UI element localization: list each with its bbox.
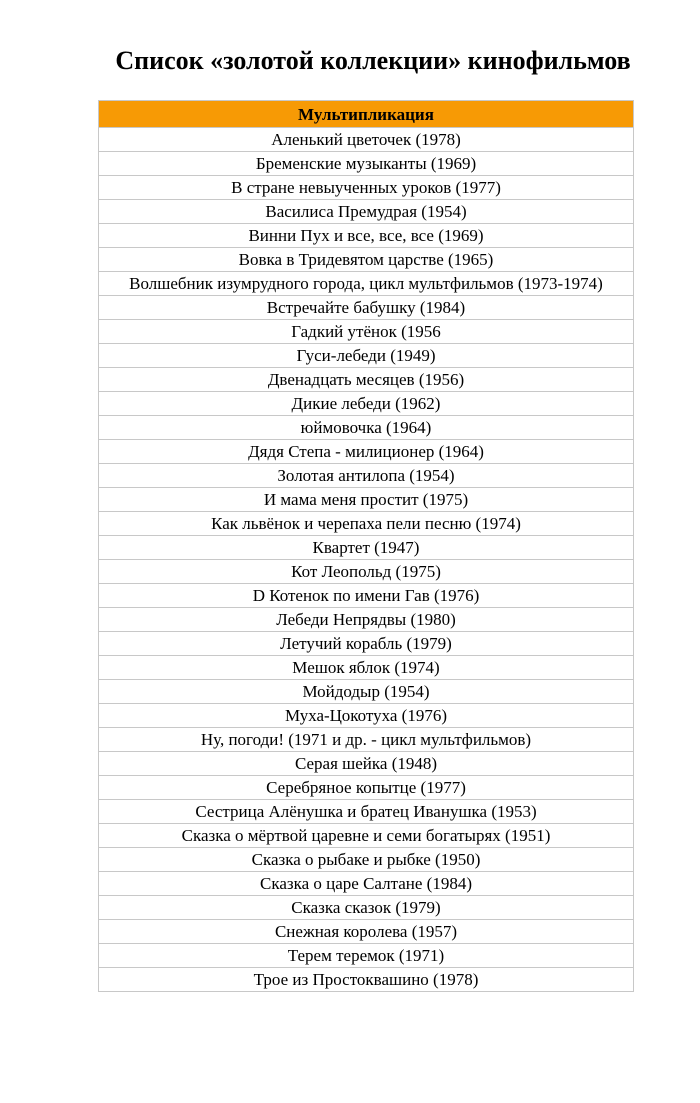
table-row — [99, 968, 634, 992]
table-row — [99, 440, 634, 464]
table-row — [99, 488, 634, 512]
table-cell: Летучий корабль (1979) — [99, 632, 634, 656]
table-cell: Дядя Степа - милиционер (1964) — [99, 440, 634, 464]
table-row — [99, 368, 634, 392]
table-row — [99, 344, 634, 368]
table-row — [99, 896, 634, 920]
table-cell: Ну, погоди! (1971 и др. - цикл мультфильмов) — [99, 728, 634, 752]
table-cell: юймовочка (1964) — [99, 416, 634, 440]
table-cell: Винни Пух и все, все, все (1969) — [99, 224, 634, 248]
table-row — [99, 536, 634, 560]
table-row — [99, 224, 634, 248]
table-header-row — [99, 101, 634, 128]
table-row — [99, 464, 634, 488]
table-cell: Аленький цветочек (1978) — [99, 128, 634, 152]
table-cell: Вовка в Тридевятом царстве (1965) — [99, 248, 634, 272]
table-cell: Снежная королева (1957) — [99, 920, 634, 944]
table-cell: Серебряное копытце (1977) — [99, 776, 634, 800]
table-row — [99, 128, 634, 152]
table-cell: И мама меня простит (1975) — [99, 488, 634, 512]
table-row — [99, 752, 634, 776]
table-row — [99, 656, 634, 680]
table-cell: Гадкий утёнок (1956 — [99, 320, 634, 344]
table-cell: Сказка сказок (1979) — [99, 896, 634, 920]
table-cell: Мешок яблок (1974) — [99, 656, 634, 680]
film-list-table — [98, 100, 634, 992]
table-row — [99, 272, 634, 296]
table-cell: В стране невыученных уроков (1977) — [99, 176, 634, 200]
table-cell: Золотая антилопа (1954) — [99, 464, 634, 488]
table-row — [99, 608, 634, 632]
table-cell: Василиса Премудрая (1954) — [99, 200, 634, 224]
table-row — [99, 152, 634, 176]
table-row — [99, 776, 634, 800]
table-cell: D Котенок по имени Гав (1976) — [99, 584, 634, 608]
table-row — [99, 728, 634, 752]
table-row — [99, 200, 634, 224]
table-row — [99, 824, 634, 848]
table-cell: Сказка о царе Салтане (1984) — [99, 872, 634, 896]
table-row — [99, 800, 634, 824]
table-row — [99, 392, 634, 416]
table-cell: Сказка о мёртвой царевне и семи богатырях (1951) — [99, 824, 634, 848]
table-cell: Квартет (1947) — [99, 536, 634, 560]
table-row — [99, 416, 634, 440]
table-cell: Муха-Цокотуха (1976) — [99, 704, 634, 728]
table-cell: Кот Леопольд (1975) — [99, 560, 634, 584]
table-cell: Сестрица Алёнушка и братец Иванушка (1953) — [99, 800, 634, 824]
table-row — [99, 296, 634, 320]
table-row — [99, 680, 634, 704]
table-row — [99, 512, 634, 536]
table-row — [99, 632, 634, 656]
table-row — [99, 920, 634, 944]
table-body — [99, 128, 634, 992]
table-cell: Трое из Простоквашино (1978) — [99, 968, 634, 992]
table-cell: Волшебник изумрудного города, цикл мультфильмов (1973-1974) — [99, 272, 634, 296]
table-row — [99, 944, 634, 968]
table-header-category: Мультипликация — [99, 101, 634, 128]
table-cell: Двенадцать месяцев (1956) — [99, 368, 634, 392]
table-row — [99, 560, 634, 584]
table-cell: Бременские музыканты (1969) — [99, 152, 634, 176]
table-row — [99, 248, 634, 272]
table-row — [99, 872, 634, 896]
page-title: Список «золотой коллекции» кинофильмов — [115, 46, 631, 75]
table-cell: Терем теремок (1971) — [99, 944, 634, 968]
table-cell: Дикие лебеди (1962) — [99, 392, 634, 416]
table-cell: Встречайте бабушку (1984) — [99, 296, 634, 320]
table-row — [99, 320, 634, 344]
table-cell: Как львёнок и черепаха пели песню (1974) — [99, 512, 634, 536]
table-row — [99, 176, 634, 200]
table-cell: Лебеди Непрядвы (1980) — [99, 608, 634, 632]
table-cell: Сказка о рыбаке и рыбке (1950) — [99, 848, 634, 872]
table-cell: Серая шейка (1948) — [99, 752, 634, 776]
table-cell: Мойдодыр (1954) — [99, 680, 634, 704]
table-cell: Гуси-лебеди (1949) — [99, 344, 634, 368]
table-row — [99, 584, 634, 608]
table-row — [99, 704, 634, 728]
table-row — [99, 848, 634, 872]
